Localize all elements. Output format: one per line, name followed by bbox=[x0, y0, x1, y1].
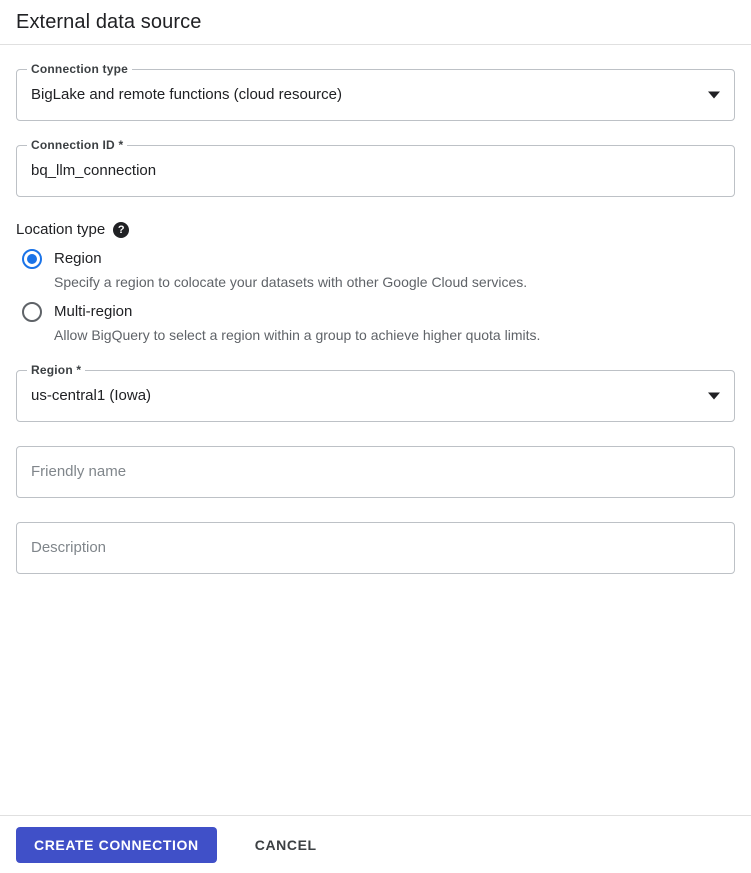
connection-type-label: Connection type bbox=[27, 62, 132, 76]
radio-region-control[interactable] bbox=[22, 249, 42, 269]
radio-multi-region-control[interactable] bbox=[22, 302, 42, 322]
region-value: us-central1 (Iowa) bbox=[31, 387, 152, 404]
friendly-name-field[interactable] bbox=[16, 446, 735, 498]
radio-multi-region-description: Allow BigQuery to select a region within a group to achieve higher quota limits. bbox=[54, 327, 541, 343]
region-select[interactable] bbox=[16, 363, 735, 422]
cancel-button[interactable]: CANCEL bbox=[241, 827, 331, 863]
create-connection-button[interactable]: CREATE CONNECTION bbox=[16, 827, 217, 863]
spacer bbox=[16, 354, 735, 370]
page-title: External data source bbox=[16, 11, 202, 33]
panel-body bbox=[0, 45, 751, 815]
radio-region-label: Region bbox=[54, 250, 102, 267]
panel-header bbox=[0, 0, 751, 45]
location-type-label: Location type bbox=[16, 221, 106, 238]
radio-option-multi-region[interactable] bbox=[16, 301, 735, 346]
connection-id-label: Connection ID * bbox=[27, 138, 127, 152]
panel-footer bbox=[0, 815, 751, 873]
location-type-header bbox=[16, 221, 735, 238]
region-label: Region * bbox=[27, 363, 85, 377]
radio-region-description: Specify a region to colocate your datasets with other Google Cloud services. bbox=[54, 274, 528, 290]
radio-option-region[interactable] bbox=[16, 248, 735, 293]
connection-id-field[interactable] bbox=[16, 138, 735, 197]
friendly-name-placeholder: Friendly name bbox=[31, 463, 127, 480]
chevron-down-icon[interactable] bbox=[708, 92, 720, 99]
chevron-down-icon[interactable] bbox=[708, 393, 720, 400]
description-field[interactable] bbox=[16, 522, 735, 574]
connection-type-select[interactable] bbox=[16, 62, 735, 121]
connection-id-value: bq_llm_connection bbox=[31, 162, 157, 179]
help-icon[interactable]: ? bbox=[113, 222, 129, 238]
connection-type-value: BigLake and remote functions (cloud resource) bbox=[31, 86, 343, 103]
radio-multi-region-label: Multi-region bbox=[54, 303, 133, 320]
description-placeholder: Description bbox=[31, 539, 107, 556]
